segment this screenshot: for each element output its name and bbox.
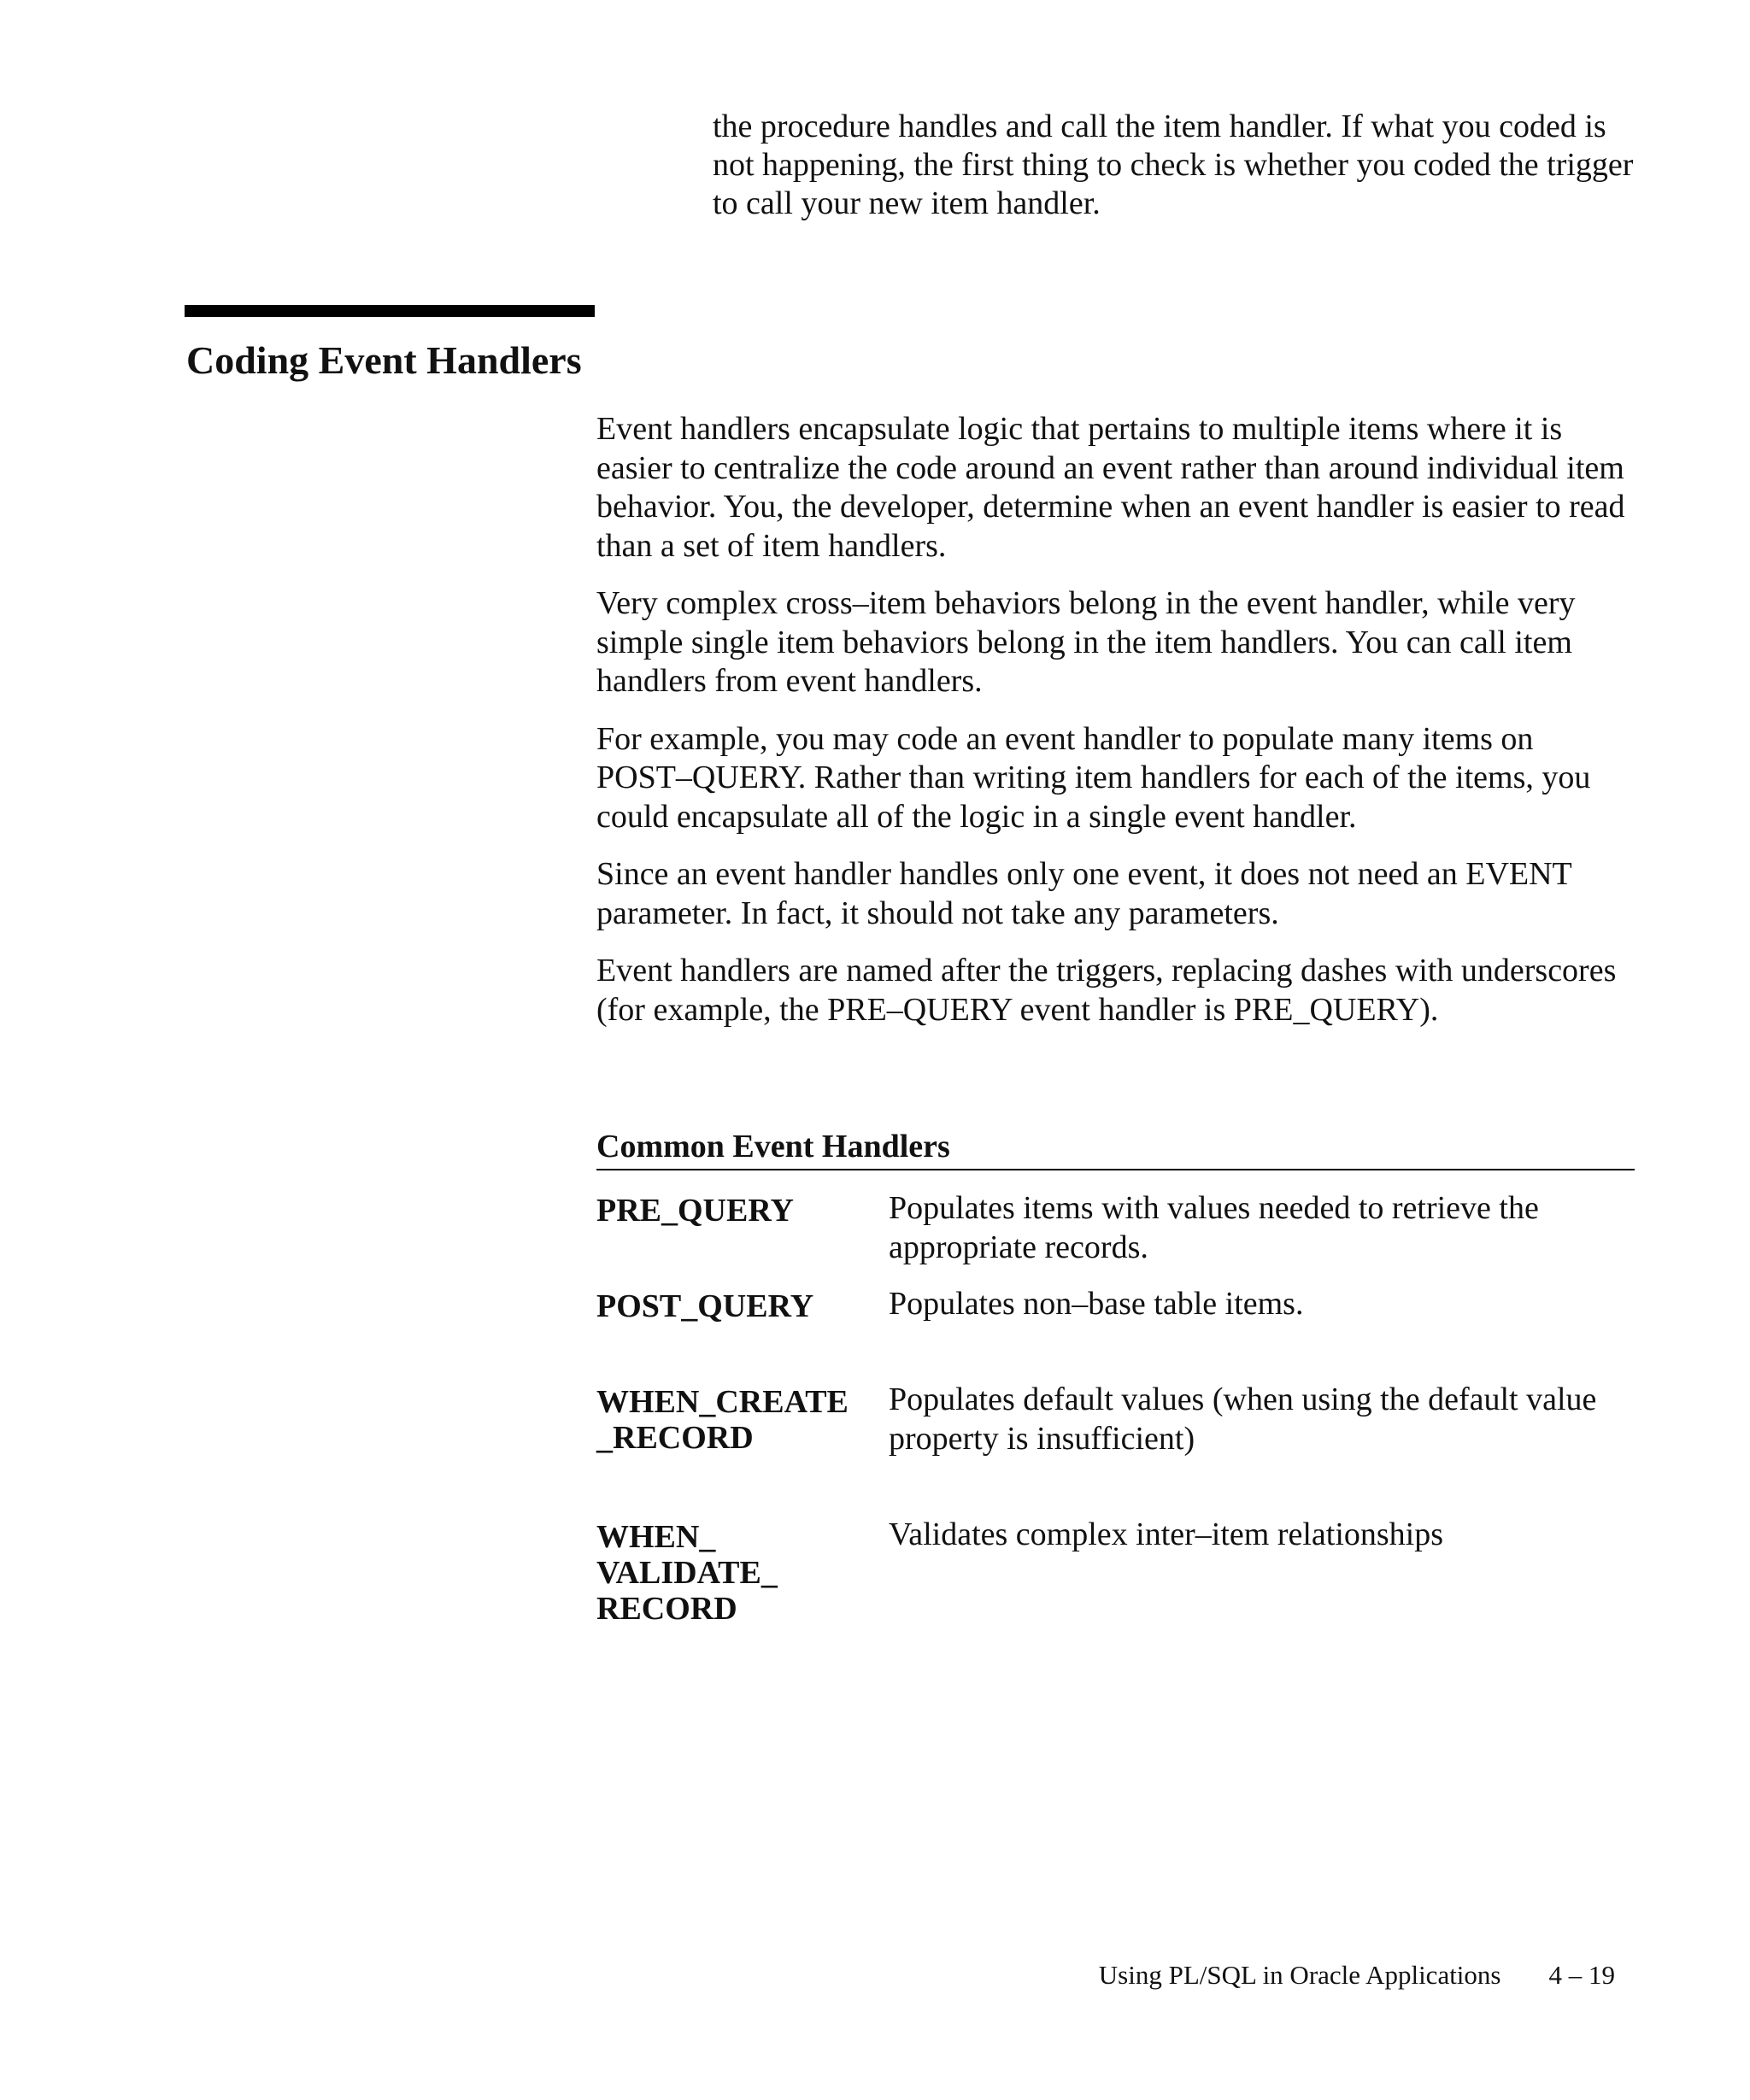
body-paragraph: For example, you may code an event handler to populate many items on POST–QUERY. Rather than writing item handlers for each of the items, you could encapsulate all of the logic in a single event handler. [596,720,1591,835]
body-paragraph: Since an event handler handles only one event, it does not need an EVENT parameter. In fact, it should not take any parameters. [596,856,1572,931]
section-body [596,410,1635,1048]
handler-name: POST_QUERY [596,1288,814,1324]
common-event-handlers-table [596,1126,1635,1644]
table-row [596,1516,1635,1644]
section-title: Coding Event Handlers [186,338,582,382]
page-footer [1099,1958,1615,1992]
section-rule-bar [185,305,595,317]
handler-description: Populates items with values needed to retrieve the appropriate records. [889,1190,1539,1265]
body-paragraph: Event handlers are named after the triggers, replacing dashes with underscores (for example, the PRE–QUERY event handler is PRE_QUERY). [596,953,1617,1028]
table-row [596,1285,1635,1381]
intro-paragraph: the procedure handles and call the item handler. If what you coded is not happening, the first thing to check is whether you coded the trigger to call your new item handler. [713,109,1634,221]
handler-name: PRE_QUERY [596,1193,794,1229]
table-row [596,1189,1635,1285]
handler-list [596,1189,1635,1644]
handler-name: WHEN_ VALIDATE_ RECORD [596,1519,778,1627]
handler-description: Populates default values (when using the default value property is insufficient) [889,1381,1597,1457]
handler-description: Populates non–base table items. [889,1286,1304,1322]
body-paragraph: Event handlers encapsulate logic that pertains to multiple items where it is easier to centralize the code around an event rather than around individual item behavior. You, the developer, determine when an event handler is easier to read than a set of item handlers. [596,411,1625,564]
body-paragraph: Very complex cross–item behaviors belong in the event handler, while very simple single item behaviors belong in the item handlers. You can call item handlers from event handlers. [596,585,1576,699]
footer-page-number: 4 – 19 [1548,1960,1615,1990]
handler-description: Validates complex inter–item relationships [889,1516,1444,1552]
table-row [596,1381,1635,1516]
table-title: Common Event Handlers [596,1126,1635,1170]
footer-chapter-title: Using PL/SQL in Oracle Applications [1098,1960,1501,1990]
handler-name: WHEN_CREATE _RECORD [596,1384,849,1456]
